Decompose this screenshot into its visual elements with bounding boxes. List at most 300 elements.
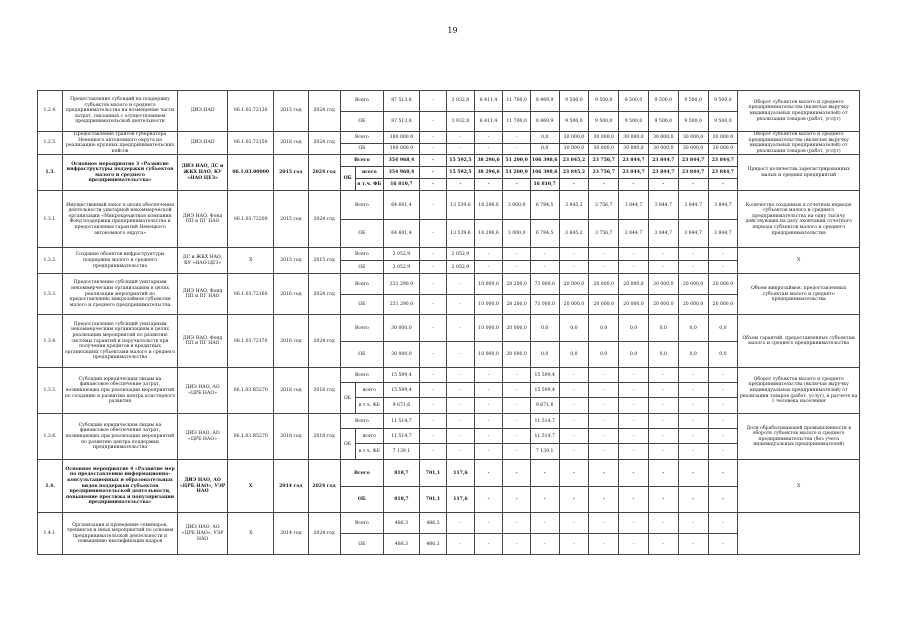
source-label-vsego: всего xyxy=(355,167,384,179)
end-year: 2018 год xyxy=(308,414,340,460)
value-total: 3 844,7 xyxy=(708,191,738,220)
budget-code: 06.1.02.72150 xyxy=(228,132,274,155)
value-ob-total: 15 599,4 xyxy=(530,383,559,398)
value-ob: - xyxy=(419,342,447,368)
value-ob-total: - xyxy=(648,429,678,444)
value-total: 9 500,0 xyxy=(678,91,708,112)
row-number: 1.3.1. xyxy=(38,191,63,248)
start-year: 2018 год xyxy=(274,414,308,460)
budget-code: 06.1.03.72160 xyxy=(228,274,274,315)
value-ob: - xyxy=(678,534,708,555)
value-ob-total: 354 968,4 xyxy=(384,167,420,179)
value-ob: - xyxy=(708,534,738,555)
value-ob-total: 51 200,0 xyxy=(503,167,531,179)
value-total: 30 000,0 xyxy=(648,132,678,144)
value-ob: 0,0 xyxy=(559,342,589,368)
budget-code: 06.1.03.00000 xyxy=(228,155,274,191)
value-total: 10 000,0 xyxy=(474,274,503,295)
value-total: - xyxy=(474,460,503,487)
start-year: 2016 год xyxy=(274,274,308,315)
table-row xyxy=(38,513,860,534)
end-year: 2024 год xyxy=(308,191,340,248)
value-fb: - xyxy=(474,179,503,191)
value-ob: - xyxy=(503,144,531,155)
value-ob: 180 000,0 xyxy=(384,144,420,155)
start-year: 2018 год xyxy=(274,132,308,155)
value-fb: 7 139,1 xyxy=(530,444,559,460)
value-ob-total: 11 514,7 xyxy=(530,429,559,444)
value-total: 28 200,0 xyxy=(503,274,531,295)
value-ob: - xyxy=(447,295,475,315)
budget-code: Х xyxy=(228,460,274,513)
table-row xyxy=(38,155,860,167)
value-ob: 3 844,7 xyxy=(648,220,678,248)
value-total: 23 844,7 xyxy=(708,155,738,167)
page-number: 19 xyxy=(447,26,458,35)
value-fb: 16 810,7 xyxy=(384,179,420,191)
row-number: 1.2.4. xyxy=(38,91,63,132)
start-year: 2014 год xyxy=(274,513,308,555)
table-row xyxy=(38,274,860,295)
source-label-total: Всего xyxy=(340,248,384,261)
value-total: - xyxy=(447,513,475,534)
value-ob: 3 756,7 xyxy=(589,220,619,248)
table-row xyxy=(38,248,860,261)
value-total: 701,1 xyxy=(419,460,447,487)
value-ob-total: 23 844,7 xyxy=(619,167,649,179)
value-ob: 11 700,0 xyxy=(503,112,531,132)
value-total: - xyxy=(559,248,589,261)
table-row xyxy=(38,91,860,112)
start-year: 2015 год xyxy=(274,155,308,191)
value-ob: 486,3 xyxy=(419,534,447,555)
value-ob: - xyxy=(589,487,619,513)
value-total: - xyxy=(589,513,619,534)
value-ob: - xyxy=(530,261,559,274)
row-number: 1.3.6. xyxy=(38,414,63,460)
value-total: 11 700,0 xyxy=(503,91,531,112)
value-total: - xyxy=(474,513,503,534)
value-ob-total: - xyxy=(619,383,649,398)
value-ob: 9 500,0 xyxy=(678,112,708,132)
value-total: - xyxy=(447,368,475,383)
value-ob: 3 844,7 xyxy=(619,220,649,248)
result-indicator: Оборот субъектов малого и среднего предпринимательства (включая выручку индивидуальных предпринимателей) от реализации товаров (работ, услуг) xyxy=(738,91,860,132)
value-total: 0,0 xyxy=(648,315,678,342)
value-total: 20 000,0 xyxy=(678,274,708,295)
value-total: - xyxy=(589,368,619,383)
value-fb: 16 810,7 xyxy=(530,179,559,191)
value-ob: 0,0 xyxy=(530,342,559,368)
measure-title: Создание объектов инфраструктуры поддержки малого и среднего предпринимательства xyxy=(63,248,178,274)
budget-table xyxy=(37,90,860,555)
value-total: 23 844,7 xyxy=(619,155,649,167)
source-label-total: Всего xyxy=(340,155,384,167)
value-total: 9 500,0 xyxy=(708,91,738,112)
value-total: - xyxy=(530,248,559,261)
value-total: 23 756,7 xyxy=(589,155,619,167)
value-ob: 20 000,0 xyxy=(503,342,531,368)
value-ob-total: - xyxy=(589,429,619,444)
value-fb: - xyxy=(619,444,649,460)
value-ob: - xyxy=(447,342,475,368)
value-ob-total: 23 844,7 xyxy=(648,167,678,179)
value-ob-total: - xyxy=(708,383,738,398)
value-ob: - xyxy=(648,487,678,513)
value-total: - xyxy=(503,368,531,383)
value-ob: - xyxy=(530,534,559,555)
row-number: 1.4.1. xyxy=(38,513,63,555)
value-total: - xyxy=(708,248,738,261)
result-indicator: Доля обрабатывающей промышленности в обороте субъектов малого и среднего предпринимательства (без учета индивидуальных предпринимателей) xyxy=(738,414,860,460)
value-total: 15 599,4 xyxy=(384,368,420,383)
value-ob: 0,0 xyxy=(619,342,649,368)
source-label-fb: в т.ч. ФБ xyxy=(355,444,384,460)
value-fb: - xyxy=(503,398,531,414)
value-fb: - xyxy=(619,398,649,414)
value-ob: - xyxy=(503,534,531,555)
value-total: 10 000,0 xyxy=(474,315,503,342)
value-ob: 3 000,0 xyxy=(503,220,531,248)
value-ob-total: - xyxy=(503,429,531,444)
result-indicator: Оборот субъектов малого и среднего предпринимательства (включая выручку индивидуальных предпринимателей) от реализации товаров (работ, услуг), в расчете на 1 человека населения xyxy=(738,368,860,414)
value-ob: - xyxy=(419,295,447,315)
value-total: 0,0 xyxy=(530,132,559,144)
value-fb: - xyxy=(648,444,678,460)
value-ob-total: 11 514,7 xyxy=(384,429,420,444)
value-ob: 3 844,7 xyxy=(678,220,708,248)
value-fb: 9 671,6 xyxy=(384,398,420,414)
value-ob: 6 411,4 xyxy=(474,112,503,132)
value-ob: 20 000,0 xyxy=(559,295,589,315)
measure-title: Предоставление субсидий унитарным некоммерческим организациям в целях реализации мероприятий по развитию системы гарантий и поручительств при получении кредитов в кредитных организациях субъектами малого и среднего предпринимательства xyxy=(63,315,178,368)
value-total: 20 000,0 xyxy=(589,274,619,295)
budget-code: 06.1.03.72200 xyxy=(228,191,274,248)
source-label-ob: ОБ xyxy=(340,167,355,191)
value-ob-total: 15 592,5 xyxy=(447,167,475,179)
value-ob-total: - xyxy=(559,383,589,398)
value-ob: - xyxy=(419,261,447,274)
result-indicator: Х xyxy=(738,248,860,274)
value-total: 30 000,0 xyxy=(589,132,619,144)
value-total: 51 200,0 xyxy=(503,155,531,167)
value-total: - xyxy=(619,513,649,534)
value-total: 106 398,6 xyxy=(530,155,559,167)
value-total: - xyxy=(503,513,531,534)
value-ob: - xyxy=(474,144,503,155)
value-fb: - xyxy=(419,444,447,460)
value-total: 2 052,9 xyxy=(384,248,420,261)
value-fb: - xyxy=(678,444,708,460)
value-total: 38 296,6 xyxy=(474,155,503,167)
result-indicator: Объем микрозаймов, предоставленных субъектам малого и среднего предпринимательства xyxy=(738,274,860,315)
value-ob: - xyxy=(530,487,559,513)
budget-code: 06.1.03.R5270 xyxy=(228,414,274,460)
value-total: 64 601,4 xyxy=(384,191,420,220)
result-indicator: Прирост количества зарегистрированных малых и средних предприятий xyxy=(738,155,860,191)
start-year: 2014 год xyxy=(274,460,308,513)
value-ob: 2 052,9 xyxy=(447,261,475,274)
value-fb: - xyxy=(503,444,531,460)
source-label-ob: ОБ xyxy=(340,487,384,513)
value-ob: 486,3 xyxy=(384,534,420,555)
value-fb: 9 671,6 xyxy=(530,398,559,414)
value-ob: 9 500,0 xyxy=(648,112,678,132)
responsible-executor: ДИЭ НАО, ДС и ЖКХ НАО, КУ «НАО ЦЕЗ» xyxy=(177,155,227,191)
value-total: - xyxy=(619,368,649,383)
value-total: 818,7 xyxy=(384,460,420,487)
value-ob-total: 15 599,4 xyxy=(384,383,420,398)
responsible-executor: ДИЭ НАО, АО «ЦРБ НАО» xyxy=(177,414,227,460)
value-total: 20 000,0 xyxy=(559,274,589,295)
source-label-ob: ОБ xyxy=(340,295,384,315)
value-total: 87 513,8 xyxy=(384,91,420,112)
value-total: - xyxy=(503,460,531,487)
value-fb: - xyxy=(648,398,678,414)
value-ob: - xyxy=(559,261,589,274)
budget-code: 06.1.02.72130 xyxy=(228,91,274,132)
value-total: 3 845,2 xyxy=(559,191,589,220)
value-ob: - xyxy=(619,261,649,274)
value-total: 8 469,9 xyxy=(530,91,559,112)
row-number: 1.3.5. xyxy=(38,368,63,414)
value-total: 18 296,6 xyxy=(474,191,503,220)
value-total: - xyxy=(708,513,738,534)
value-total: 486,3 xyxy=(384,513,420,534)
responsible-executor: ДС и ЖКХ НАО, КУ «НАО ЦЕЗ» xyxy=(177,248,227,274)
value-ob: 9 500,0 xyxy=(559,112,589,132)
value-total: - xyxy=(503,248,531,261)
value-total: - xyxy=(589,460,619,487)
measure-title: Имущественный взнос в целях обеспечения деятельности унитарной некоммерческой организации «Микрокредитная компания Фонд поддержки предпринимательства и предоставления гарантий Ненецкого автономного округа» xyxy=(63,191,178,248)
source-label-ob: ОБ xyxy=(340,534,384,555)
budget-code: Х xyxy=(228,248,274,274)
value-ob: 18 296,6 xyxy=(474,220,503,248)
value-ob: - xyxy=(648,261,678,274)
value-ob: 9 500,0 xyxy=(708,112,738,132)
value-ob: 3 844,7 xyxy=(708,220,738,248)
value-ob: 20 000,0 xyxy=(648,295,678,315)
value-total: 13 539,6 xyxy=(447,191,475,220)
value-ob: 64 601,4 xyxy=(384,220,420,248)
value-ob: - xyxy=(503,487,531,513)
value-total: - xyxy=(678,513,708,534)
value-total: - xyxy=(419,414,447,429)
responsible-executor: ДИЭ НАО, Фонд ПП и ПГ НАО xyxy=(177,191,227,248)
value-ob: 30 000,0 xyxy=(708,144,738,155)
value-fb: - xyxy=(474,444,503,460)
responsible-executor: ДИЭ НАО, АО «ЦРБ НАО», УЭР НАО xyxy=(177,513,227,555)
source-label-total: Всего xyxy=(340,132,384,144)
value-total: - xyxy=(419,315,447,342)
responsible-executor: ДИЭ НАО, Фонд ПП и ПГ НАО xyxy=(177,274,227,315)
value-total: - xyxy=(708,460,738,487)
value-ob: 6 784,5 xyxy=(530,220,559,248)
value-total: 15 592,5 xyxy=(447,155,475,167)
value-ob: 10 000,0 xyxy=(474,342,503,368)
value-ob: - xyxy=(678,487,708,513)
value-fb: - xyxy=(589,398,619,414)
start-year: 2018 год xyxy=(274,368,308,414)
value-ob: 231 290,0 xyxy=(384,295,420,315)
value-ob: 0,0 xyxy=(589,342,619,368)
value-ob-total: - xyxy=(474,383,503,398)
value-total: 9 500,0 xyxy=(589,91,619,112)
value-total: 15 599,4 xyxy=(530,368,559,383)
table-row xyxy=(38,368,860,383)
value-ob: 2 052,9 xyxy=(384,261,420,274)
end-year: 2024 год xyxy=(308,91,340,132)
value-ob: - xyxy=(474,487,503,513)
value-total: - xyxy=(559,414,589,429)
value-total: - xyxy=(503,132,531,144)
value-ob: 818,7 xyxy=(384,487,420,513)
start-year: 2015 год xyxy=(274,91,308,132)
budget-code: Х xyxy=(228,513,274,555)
value-ob-total: 23 844,7 xyxy=(678,167,708,179)
source-label-total: Всего xyxy=(340,91,384,112)
value-total: 3 844,7 xyxy=(648,191,678,220)
value-total: - xyxy=(678,460,708,487)
value-total: - xyxy=(648,513,678,534)
value-ob: 9 500,0 xyxy=(619,112,649,132)
value-total: 6 411,4 xyxy=(474,91,503,112)
value-ob-total: - xyxy=(589,383,619,398)
value-ob: 20 000,0 xyxy=(589,295,619,315)
value-ob: - xyxy=(474,534,503,555)
responsible-executor: ДИЭ НАО, АО «ЦРБ НАО» xyxy=(177,368,227,414)
value-ob-total: - xyxy=(678,383,708,398)
value-ob-total: 23 845,2 xyxy=(559,167,589,179)
value-ob: 0,0 xyxy=(530,144,559,155)
start-year: 2015 год xyxy=(274,191,308,248)
value-total: 0,0 xyxy=(708,315,738,342)
value-ob: 0,0 xyxy=(708,342,738,368)
value-total: - xyxy=(419,132,447,144)
source-label-ob: ОБ xyxy=(340,261,384,274)
result-indicator: Оборот субъектов малого и среднего предпринимательства (включая выручку индивидуальных предпринимателей) от реализации товаров (работ, услуг) xyxy=(738,132,860,155)
value-total: 20 000,0 xyxy=(708,274,738,295)
source-label-ob: ОБ xyxy=(340,144,384,155)
value-total: 9 500,0 xyxy=(648,91,678,112)
value-ob: 117,6 xyxy=(447,487,475,513)
value-fb: - xyxy=(678,179,708,191)
row-number: 1.2.5. xyxy=(38,132,63,155)
value-total: - xyxy=(419,191,447,220)
value-fb: 7 139,1 xyxy=(384,444,420,460)
value-ob: - xyxy=(589,261,619,274)
value-total: - xyxy=(589,248,619,261)
value-ob: 73 000,0 xyxy=(530,295,559,315)
value-fb: - xyxy=(447,444,475,460)
value-total: - xyxy=(474,368,503,383)
end-year: 2024 год xyxy=(308,315,340,368)
value-total: - xyxy=(419,155,447,167)
result-indicator: Количество созданных в отчетном периоде субъектов малого и среднего предпринимательства на одну тысячу действующих на дату окончания отчетного периода субъектов малого и среднего предпринимательства xyxy=(738,191,860,248)
end-year: 2024 год xyxy=(308,513,340,555)
row-number: 1.3.4. xyxy=(38,315,63,368)
value-total: - xyxy=(648,248,678,261)
value-ob-total: - xyxy=(474,429,503,444)
value-total: 3 844,7 xyxy=(619,191,649,220)
value-ob: 28 200,0 xyxy=(503,295,531,315)
value-total: - xyxy=(619,414,649,429)
value-total: 20 000,0 xyxy=(619,274,649,295)
responsible-executor: ДИЭ НАО, Фонд ПП и ПГ НАО xyxy=(177,315,227,368)
source-label-ob: ОБ xyxy=(340,112,384,132)
end-year: 2018 год xyxy=(308,368,340,414)
value-total: 0,0 xyxy=(530,315,559,342)
responsible-executor: ДИЭ НАО xyxy=(177,132,227,155)
value-ob: 30 000,0 xyxy=(559,144,589,155)
value-total: 11 514,7 xyxy=(530,414,559,429)
source-label-total: Всего xyxy=(340,460,384,487)
responsible-executor: ДИЭ НАО xyxy=(177,91,227,132)
value-total: - xyxy=(619,460,649,487)
value-total: 30 000,0 xyxy=(559,132,589,144)
value-total: 30 000,0 xyxy=(678,132,708,144)
value-total: - xyxy=(678,368,708,383)
value-ob: 10 000,0 xyxy=(474,295,503,315)
value-fb: - xyxy=(419,179,447,191)
value-total: - xyxy=(559,368,589,383)
value-ob: 9 500,0 xyxy=(589,112,619,132)
value-fb: - xyxy=(708,444,738,460)
value-ob: - xyxy=(419,220,447,248)
value-ob: 20 000,0 xyxy=(678,295,708,315)
table-row xyxy=(38,191,860,220)
value-ob: 30 000,0 xyxy=(384,342,420,368)
source-label-ob: ОБ xyxy=(340,220,384,248)
value-fb: - xyxy=(559,398,589,414)
row-number: 1.4. xyxy=(38,460,63,513)
value-ob-total: - xyxy=(503,383,531,398)
source-label-total: Всего xyxy=(340,315,384,342)
value-total: - xyxy=(447,414,475,429)
measure-title: Основное мероприятие 3 «Развитие инфраструктуры поддержки субъектов малого и среднего предпринимательства» xyxy=(63,155,178,191)
value-total: - xyxy=(530,513,559,534)
source-label-ob: ОБ xyxy=(340,383,355,414)
row-number: 1.3. xyxy=(38,155,63,191)
value-ob: 87 513,8 xyxy=(384,112,420,132)
source-label-total: Всего xyxy=(340,368,384,383)
value-total: - xyxy=(678,248,708,261)
value-ob-total: - xyxy=(678,429,708,444)
measure-title: Организация и проведение семинаров, тренингов и иных мероприятий по основам предпринимательской деятельности и повышению квалификации кадров xyxy=(63,513,178,555)
value-total: - xyxy=(474,414,503,429)
start-year: 2016 год xyxy=(274,315,308,368)
result-indicator xyxy=(738,513,860,555)
value-total: - xyxy=(419,368,447,383)
value-ob: - xyxy=(589,534,619,555)
value-ob: - xyxy=(619,534,649,555)
value-total: 20 000,0 xyxy=(503,315,531,342)
value-fb: - xyxy=(678,398,708,414)
source-label-fb: в т.ч. ФБ xyxy=(355,398,384,414)
value-total: 2 052,9 xyxy=(447,248,475,261)
value-ob-total: 106 398,6 xyxy=(530,167,559,179)
value-total: 11 514,7 xyxy=(384,414,420,429)
value-total: 23 844,7 xyxy=(648,155,678,167)
end-year: 2024 год xyxy=(308,155,340,191)
value-ob-total: - xyxy=(559,429,589,444)
source-label-vsego: всего xyxy=(355,383,384,398)
value-ob: - xyxy=(419,112,447,132)
value-ob-total: - xyxy=(419,383,447,398)
value-total: 3 932,8 xyxy=(447,91,475,112)
value-fb: - xyxy=(559,444,589,460)
table-row xyxy=(38,414,860,429)
